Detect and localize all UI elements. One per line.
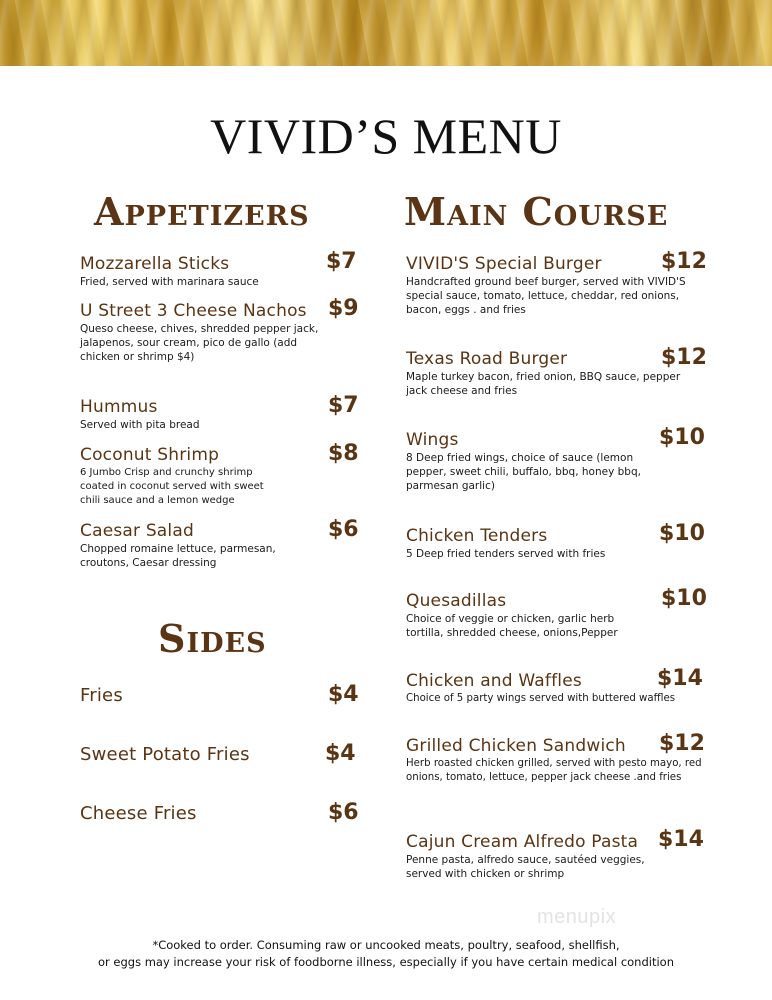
main-course-heading: Main Course xyxy=(404,189,669,234)
item-description: Handcrafted ground beef burger, served with VIVID'S special sauce, tomato, lettuce, cheddar, red onions, bacon, eggs . and fries xyxy=(406,276,686,316)
item-name: Coconut Shrimp xyxy=(80,445,220,465)
item-name: Texas Road Burger xyxy=(406,349,568,369)
item-description: Queso cheese, chives, shredded pepper jack, jalapenos, sour cream, pico de gallo (add chicken or shrimp $4) xyxy=(80,323,319,363)
item-price: $4 xyxy=(325,741,356,766)
item-name: Mozzarella Sticks xyxy=(80,254,230,274)
menu-item xyxy=(406,590,646,640)
item-description: Herb roasted chicken grilled, served with pesto mayo, red onions, tomato, lettuce, pepper jack cheese .and fries xyxy=(406,758,702,783)
disclaimer-line-1: *Cooked to order. Consuming raw or uncooked meats, poultry, seafood, shellfish, xyxy=(152,938,620,952)
item-price: $6 xyxy=(328,517,359,542)
menu-item xyxy=(80,300,330,364)
item-description: Served with pita bread xyxy=(80,419,200,431)
item-name: U Street 3 Cheese Nachos xyxy=(80,301,307,321)
menu-item xyxy=(80,253,320,289)
item-name: Cajun Cream Alfredo Pasta xyxy=(406,832,639,852)
item-name: Grilled Chicken Sandwich xyxy=(406,736,626,756)
item-description: Chopped romaine lettuce, parmesan, croutons, Caesar dressing xyxy=(80,543,276,569)
menu-item xyxy=(406,348,681,398)
item-price: $9 xyxy=(328,296,359,321)
item-price: $12 xyxy=(661,249,707,274)
menu-item xyxy=(80,685,123,707)
item-price: $14 xyxy=(658,827,704,852)
menu-item xyxy=(80,803,197,825)
item-price: $12 xyxy=(661,345,707,370)
item-name: Fries xyxy=(80,685,123,706)
disclaimer xyxy=(0,937,772,971)
menu-item xyxy=(80,444,280,508)
item-name: Cheese Fries xyxy=(80,803,197,824)
item-price: $4 xyxy=(328,682,359,707)
menu-title: VIVID’S MENU xyxy=(210,108,562,164)
item-price: $10 xyxy=(659,521,705,546)
item-price: $6 xyxy=(328,800,359,825)
gold-foil-banner xyxy=(0,0,772,66)
menu-item xyxy=(80,396,320,432)
appetizers-heading: Appetizers xyxy=(94,189,310,234)
item-description: Maple turkey bacon, fried onion, BBQ sauce, pepper jack cheese and fries xyxy=(406,371,681,397)
item-price: $14 xyxy=(657,666,703,691)
item-description: Choice of veggie or chicken, garlic herb tortilla, shredded cheese, onions,Pepper xyxy=(406,613,618,639)
item-name: Sweet Potato Fries xyxy=(80,744,250,765)
item-name: Hummus xyxy=(80,397,158,417)
menu-item xyxy=(80,744,250,766)
item-name: Chicken Tenders xyxy=(406,526,548,546)
item-price: $7 xyxy=(328,393,359,418)
item-description: Choice of 5 party wings served with buttered waffles xyxy=(406,693,676,704)
menu-item xyxy=(406,253,696,317)
item-name: Caesar Salad xyxy=(80,521,194,541)
item-price: $8 xyxy=(328,441,359,466)
item-name: Quesadillas xyxy=(406,591,507,611)
item-price: $10 xyxy=(661,586,707,611)
item-description: Fried, served with marinara sauce xyxy=(80,276,259,288)
menu-item xyxy=(406,429,646,493)
menupix-watermark: menupix xyxy=(537,906,617,928)
item-name: VIVID'S Special Burger xyxy=(406,254,602,274)
sides-heading: Sides xyxy=(158,616,267,661)
item-description: 6 Jumbo Crisp and crunchy shrimp coated in coconut served with sweet chili sauce and a lemon wedge xyxy=(80,467,264,506)
menu-item xyxy=(406,831,656,881)
item-price: $12 xyxy=(659,731,705,756)
item-price: $10 xyxy=(659,425,705,450)
menu-item xyxy=(406,525,656,561)
item-price: $7 xyxy=(326,249,357,274)
disclaimer-line-2: or eggs may increase your risk of foodborne illness, especially if you have certain medical condition xyxy=(97,955,674,969)
menu-item xyxy=(80,520,300,570)
item-name: Wings xyxy=(406,430,459,450)
item-description: Penne pasta, alfredo sauce, sautéed veggies, served with chicken or shrimp xyxy=(406,854,645,880)
item-description: 8 Deep fried wings, choice of sauce (lemon pepper, sweet chili, buffalo, bbq, honey bbq, parmesan garlic) xyxy=(406,452,641,492)
item-name: Chicken and Waffles xyxy=(406,671,582,691)
item-description: 5 Deep fried tenders served with fries xyxy=(406,548,606,560)
